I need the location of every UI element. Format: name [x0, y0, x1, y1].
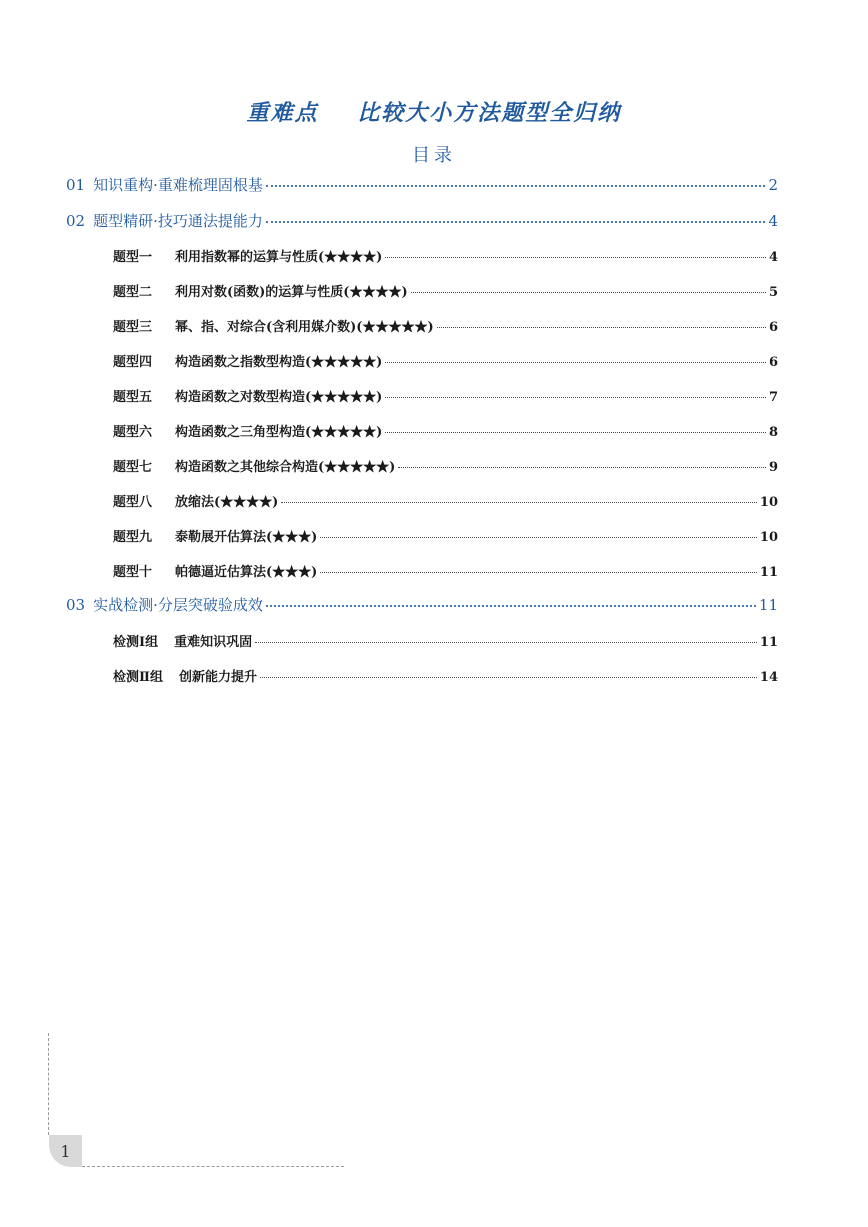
toc-entry-page: 5 [768, 285, 778, 300]
toc-entry-title: 幂、指、对综合(含利用媒介数)(★★★★★) [175, 320, 434, 335]
toc-entry[interactable] [113, 386, 778, 405]
toc-dot-leader [385, 397, 766, 398]
toc-entry-label: 题型十 [113, 565, 153, 580]
toc-entry-page: 4 [768, 212, 778, 230]
decorative-dashed-line-horizontal [82, 1166, 344, 1167]
toc-entry[interactable] [66, 174, 778, 195]
toc-entry-label: 检测Ⅱ组 [113, 670, 163, 685]
toc-entry[interactable] [113, 456, 778, 475]
toc-dot-leader [385, 362, 766, 363]
toc-dot-leader [266, 185, 766, 187]
toc-entry-label: 检测Ⅰ组 [113, 635, 159, 650]
toc-entry-title: 构造函数之三角型构造(★★★★★) [175, 425, 383, 440]
toc-entry-title: 构造函数之对数型构造(★★★★★) [175, 390, 383, 405]
decorative-dashed-line-vertical [48, 1033, 49, 1135]
toc-entry-title: 利用指数幂的运算与性质(★★★★) [175, 250, 383, 265]
toc-entry-page: 11 [758, 596, 778, 614]
toc-dot-leader [437, 327, 766, 328]
toc-entry-title: 创新能力提升 [178, 670, 257, 685]
toc-entry-page: 8 [768, 425, 778, 440]
toc-entry-label: 题型二 [113, 285, 153, 300]
toc-entry-page: 10 [759, 495, 778, 510]
toc-entry-page: 6 [768, 320, 778, 335]
toc-dot-leader [281, 502, 757, 503]
toc-entry-title: 利用对数(函数)的运算与性质(★★★★) [175, 285, 408, 300]
toc-dot-leader [260, 677, 757, 678]
toc-entry-label: 题型六 [113, 425, 153, 440]
page-number-tab [49, 1135, 82, 1167]
toc-dot-leader [398, 467, 766, 468]
toc-dot-leader [255, 642, 757, 643]
toc-dot-leader [320, 537, 757, 538]
toc-entry-page: 4 [768, 250, 778, 265]
page-number: 1 [60, 1141, 71, 1161]
toc-entry-page: 7 [768, 390, 778, 405]
toc-entry[interactable] [113, 631, 778, 650]
toc-entry-page: 10 [759, 530, 778, 545]
toc-entry-title: 放缩法(★★★★) [175, 495, 279, 510]
page-title: 重难点 比较大小方法题型全归纳 [246, 100, 622, 126]
toc-entry[interactable] [66, 210, 778, 231]
toc-entry-page: 6 [768, 355, 778, 370]
toc-entry[interactable] [113, 281, 778, 300]
toc-entry[interactable] [113, 526, 778, 545]
toc-entry-page: 11 [759, 565, 778, 580]
toc-entry-page: 14 [759, 670, 778, 685]
toc-entry-number: 03 [66, 596, 86, 614]
toc-entry[interactable] [113, 666, 778, 685]
toc-entry-label: 题型三 [113, 320, 153, 335]
toc-dot-leader [385, 257, 766, 258]
toc-heading: 目录 [412, 145, 456, 166]
toc-entry-title: 构造函数之其他综合构造(★★★★★) [175, 460, 396, 475]
toc-entry[interactable] [113, 421, 778, 440]
toc-entry-label: 题型九 [113, 530, 153, 545]
toc-entry-number: 02 [66, 212, 86, 230]
toc-entry-label: 题型八 [113, 495, 153, 510]
toc-entry[interactable] [113, 316, 778, 335]
toc-entry-label: 题型四 [113, 355, 153, 370]
toc-entry-title: 实战检测·分层突破验成效 [93, 596, 263, 614]
toc-entry[interactable] [113, 246, 778, 265]
toc-entry[interactable] [113, 561, 778, 580]
toc-dot-leader [266, 221, 766, 223]
toc-entry[interactable] [113, 351, 778, 370]
toc-entry-page: 11 [759, 635, 778, 650]
toc-entry-title: 泰勒展开估算法(★★★) [175, 530, 318, 545]
toc-entry-title: 构造函数之指数型构造(★★★★★) [175, 355, 383, 370]
toc-entry-title: 帕德逼近估算法(★★★) [175, 565, 318, 580]
toc-entry-label: 题型一 [113, 250, 153, 265]
toc-entry-number: 01 [66, 176, 86, 194]
toc-entry[interactable] [113, 491, 778, 510]
toc-entry[interactable] [66, 594, 778, 615]
toc-entry-title: 题型精研·技巧通法提能力 [93, 212, 263, 230]
toc-entry-page: 2 [768, 176, 778, 194]
toc-dot-leader [411, 292, 766, 293]
toc-entry-page: 9 [768, 460, 778, 475]
toc-dot-leader [385, 432, 766, 433]
toc-entry-label: 题型七 [113, 460, 153, 475]
toc-entry-title: 知识重构·重难梳理固根基 [93, 176, 263, 194]
toc-entry-label: 题型五 [113, 390, 153, 405]
toc-entry-title: 重难知识巩固 [174, 635, 253, 650]
toc-dot-leader [320, 572, 757, 573]
toc-dot-leader [266, 605, 756, 607]
